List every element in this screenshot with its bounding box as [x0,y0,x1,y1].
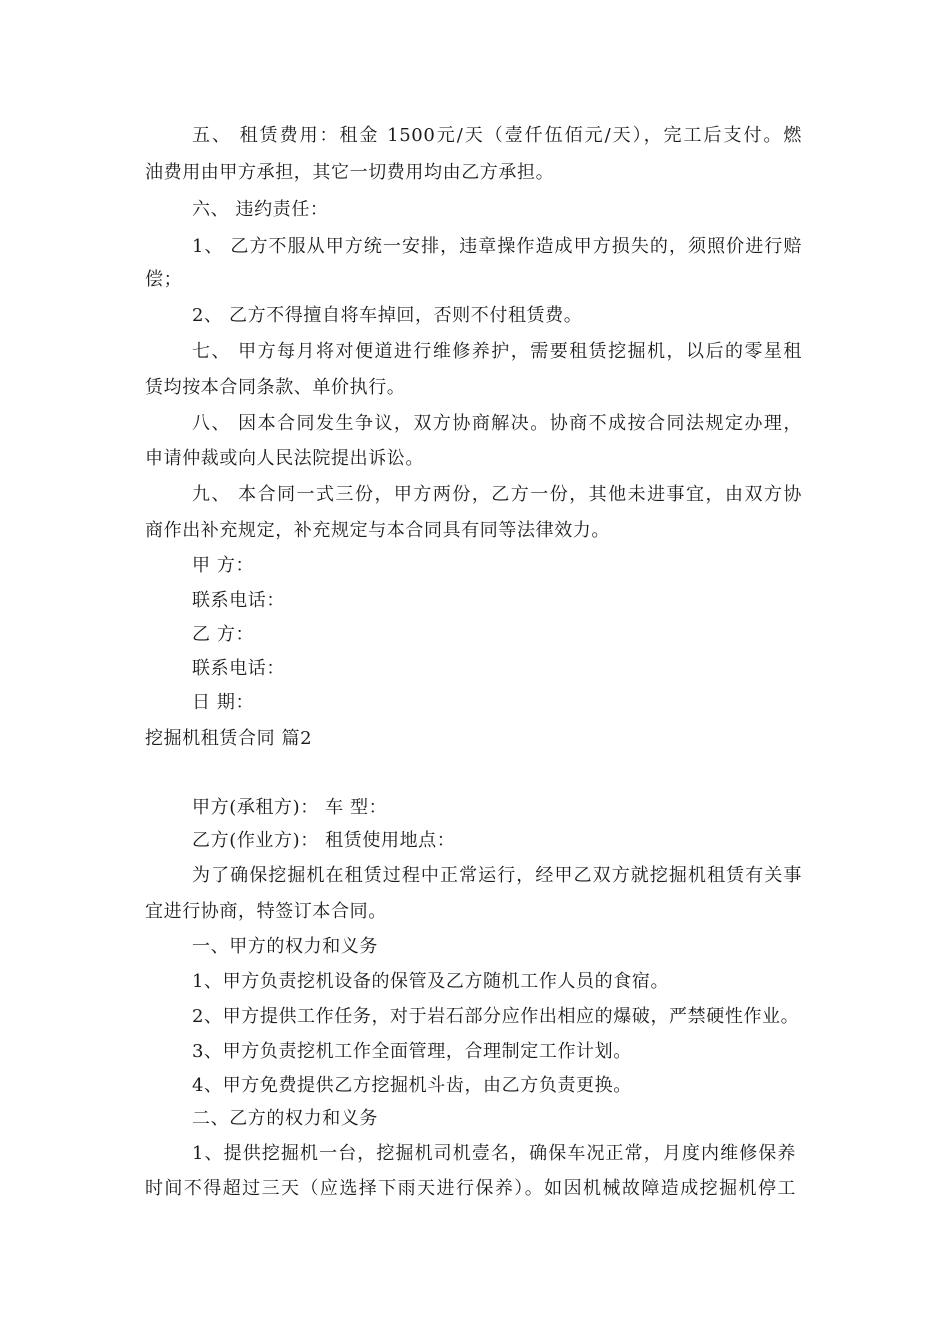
contract-2-intro-line-1: 为了确保挖掘机在租赁过程中正常运行，经甲乙双方就挖掘机租赁有关事 [192,865,802,886]
clause-7-line-2: 赁均按本合同条款、单价执行。 [145,377,406,398]
clause-5-line-2: 油费用由甲方承担，其它一切费用均由乙方承担。 [145,162,555,183]
section-1-item-3: 3、甲方负责挖机工作全面管理，合理制定工作计划。 [192,1041,632,1062]
signature-phone-a: 联系电话： [192,590,285,611]
clause-9-line-1: 九、 本合同一式三份，甲方两份，乙方一份，其他未进事宜，由双方协 [192,484,802,505]
clause-7-line-1: 七、 甲方每月将对便道进行维修养护，需要租赁挖掘机，以后的零星租 [192,341,802,362]
clause-5-line-1: 五、 租赁费用：租金 1500元/天（壹仟伍佰元/天），完工后支付。燃 [192,125,802,146]
section-1-item-4: 4、甲方免费提供乙方挖掘机斗齿，由乙方负责更换。 [192,1075,632,1096]
section-1-title: 一、甲方的权力和义务 [192,936,378,957]
signature-phone-b: 联系电话： [192,658,285,679]
clause-6-item-1-line-2: 偿； [145,269,183,290]
signature-date: 日 期： [192,692,255,713]
contract-2-party-a: 甲方(承租方)： 车 型： [192,797,388,818]
clause-6-item-2: 2、 乙方不得擅自将车掉回，否则不付租赁费。 [192,305,583,326]
clause-8-line-2: 申请仲裁或向人民法院提出诉讼。 [145,448,424,469]
signature-party-b: 乙 方： [192,624,255,645]
section-2-title: 二、乙方的权力和义务 [192,1108,378,1129]
section-1-item-2: 2、甲方提供工作任务，对于岩石部分应作出相应的爆破，严禁硬性作业。 [192,1006,800,1027]
contract-2-intro-line-2: 宜进行协商，特签订本合同。 [145,901,387,922]
contract-2-party-b: 乙方(作业方)： 租赁使用地点： [192,830,456,851]
section-1-item-1: 1、甲方负责挖机设备的保管及乙方随机工作人员的食宿。 [192,971,670,992]
contract-2-title: 挖掘机租赁合同 篇2 [145,728,313,749]
signature-party-a: 甲 方： [192,555,255,576]
clause-8-line-1: 八、 因本合同发生争议，双方协商解决。协商不成按合同法规定办理， [192,413,802,434]
clause-9-line-2: 商作出补充规定，补充规定与本合同具有同等法律效力。 [145,520,610,541]
clause-6-heading: 六、 违约责任： [192,199,329,220]
section-2-item-1-line-1: 1、提供挖掘机一台，挖掘机司机壹名，确保车况正常，月度内维修保养 [192,1143,796,1164]
section-2-item-1-line-2: 时间不得超过三天（应选择下雨天进行保养）。如因机械故障造成挖掘机停工 [145,1178,796,1199]
clause-6-item-1-line-1: 1、 乙方不服从甲方统一安排，违章操作造成甲方损失的，须照价进行赔 [192,236,802,257]
